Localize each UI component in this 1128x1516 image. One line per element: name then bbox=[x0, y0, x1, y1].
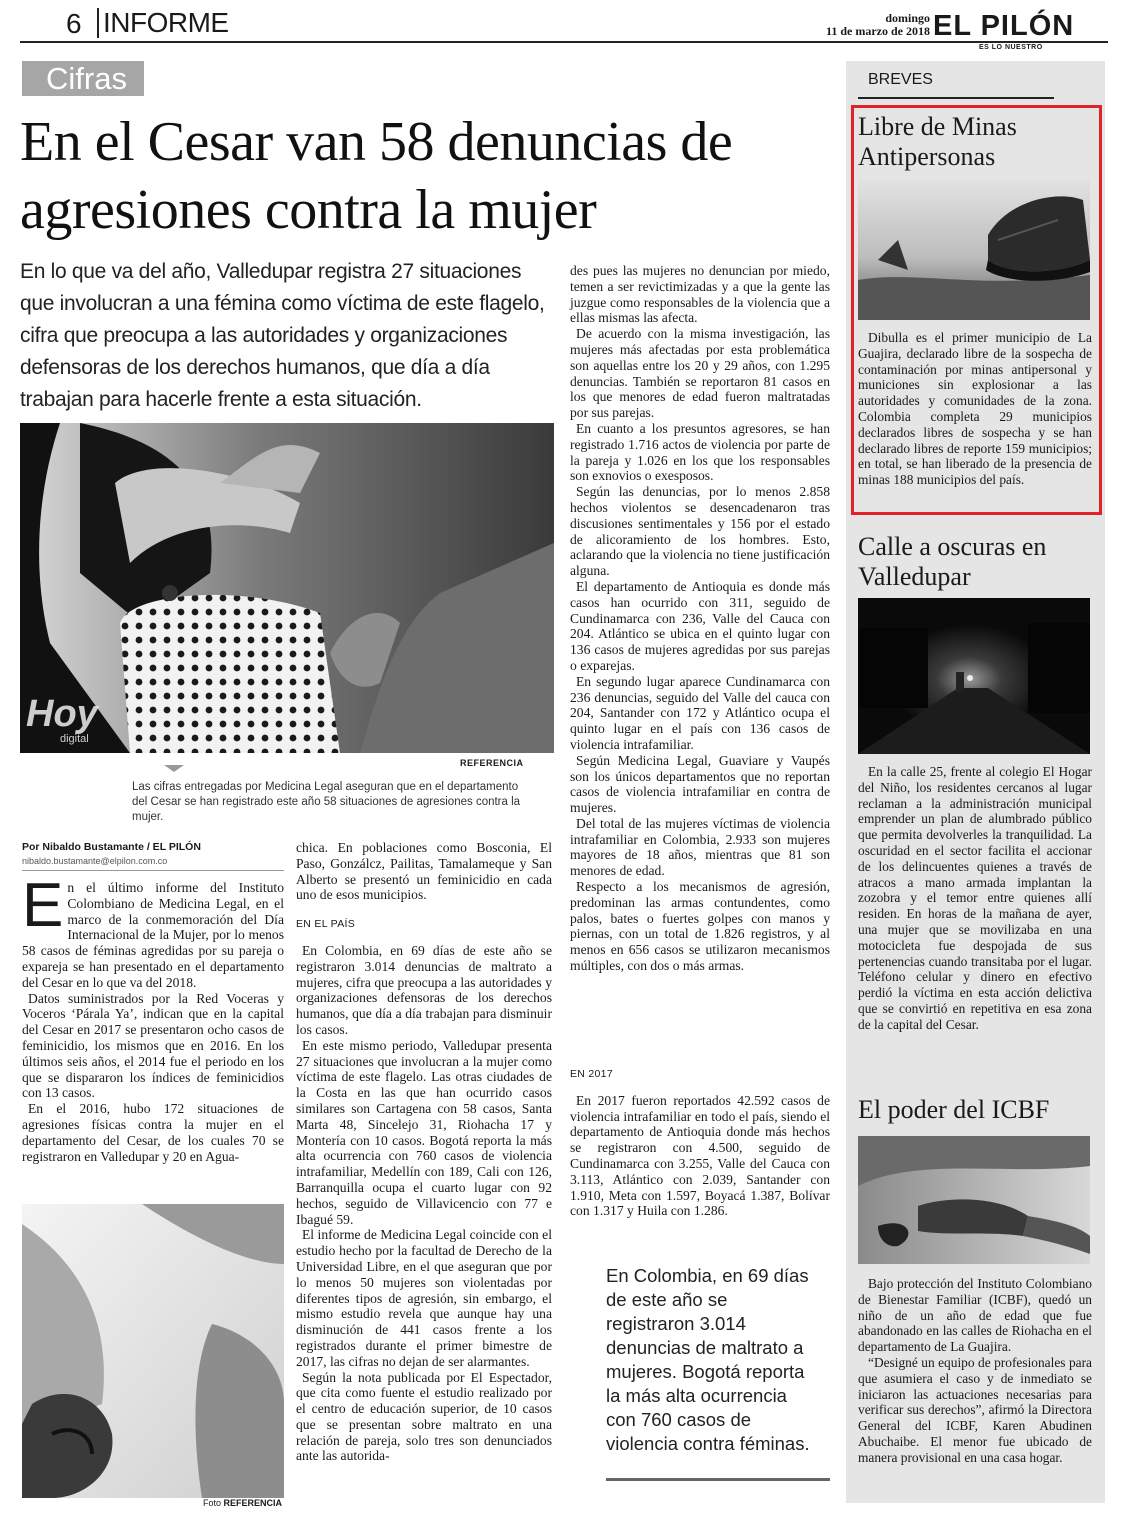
briefs-label: BREVES bbox=[868, 71, 933, 88]
pull-quote-rule bbox=[606, 1478, 830, 1481]
paragraph: En segundo lugar aparece Cundinamarca con 236 denuncias, seguido del Valle del cauca con 204, Santander con 172 y Atlántico ocupa el quinto lugar en el país con 136 casos de violencia intrafamiliar. bbox=[570, 673, 830, 752]
brief-text-calle bbox=[858, 764, 1092, 1033]
day-label: domingo bbox=[885, 11, 930, 25]
brief-paragraph: “Designé un equipo de profesionales para que asumiera el caso y de inmediato se iniciaron las actuaciones necesarias para verificar sus derechos”, afirmó la Directora General del ICBF, Karen Abudinen Abuchaibe. El menor fue ubicado de manera provisional en una casa hogar. bbox=[858, 1354, 1092, 1465]
photo-caption: Las cifras entregadas por Medicina Legal aseguran que en el departamento del Cesar se han registrado este año 58 situaciones de agresiones contra la mujer. bbox=[132, 781, 521, 823]
headline: En el Cesar van 58 denuncias de agresiones contra la mujer bbox=[20, 111, 733, 241]
body-column-3 bbox=[570, 263, 830, 974]
body-column-3-continued bbox=[570, 1067, 830, 1219]
caption-marker-icon bbox=[164, 765, 184, 772]
logo-text: EL PILÓN bbox=[933, 10, 1075, 42]
date-block bbox=[800, 12, 930, 38]
highlight-box bbox=[851, 105, 1102, 515]
briefs-rule bbox=[858, 97, 1054, 99]
credit-value: REFERENCIA bbox=[223, 1498, 283, 1508]
brief-title-calle: Calle a oscuras en Valledupar bbox=[858, 532, 1047, 591]
section-label: INFORME bbox=[97, 8, 229, 38]
photo-watermark-sub: digital bbox=[60, 733, 89, 745]
brief-title-icbf: El poder del ICBF bbox=[858, 1095, 1050, 1124]
logo-tagline: ES LO NUESTRO bbox=[979, 44, 1043, 51]
paragraph: En cuanto a los presuntos agresores, se han registrado 1.716 actos de violencia por parte de la pareja y 1.026 en los que los responsables son exnovios o exesposos. bbox=[570, 420, 830, 484]
paragraph: Datos suministrados por la Red Voceras y Voceros ‘Párala Ya’, indican que en la capital del Cesar en 2017 se presentaron ocho casos de feminicidio, los mismos que en 2016. En los últimos seis años, el 2014 fue el periodo en los que se dispararon los índices de feminicidios con 13 casos. bbox=[22, 990, 284, 1101]
body-column-2 bbox=[296, 840, 552, 1464]
paragraph: En 2017 fueron reportados 42.592 casos de violencia intrafamiliar en todo el país, siendo el departamento de Antioquia donde más hechos se registraron con 4.500, seguido de Cundinamarca con 3.255, Valle del Cauca con 3.113, Atlántico con 2.039, Santander con 1.910, Meta con 1.597, Boyacá 1.387, Bolívar con 1.317 y Huila con 1.286. bbox=[570, 1092, 830, 1219]
subhead-en-el-pais: EN EL PAÍS bbox=[296, 918, 356, 931]
brief-paragraph: Dibulla es el primer municipio de La Guajira, declarado libre de la sospecha de contaminación por minas antipersonal y municiones sin explosionar a las autoridades y comunidades de la zona. Colombia completa 29 municipios declarados libres de sospecha y se han declarado libres de reporte 159 municipios; en total, se han liberado de la presencia de minas 188 municipios del país. bbox=[858, 330, 1092, 488]
credit-label: Foto bbox=[203, 1498, 222, 1508]
paragraph: En el 2016, hubo 172 situaciones de agresiones físicas contra la mujer en el departamento del Cesar, de los cuales 70 se registraron en Valledupar y 20 en Agua- bbox=[22, 1101, 284, 1164]
dark-street-illustration bbox=[858, 598, 1090, 754]
byline: Por Nibaldo Bustamante / EL PILÓN bbox=[22, 841, 201, 853]
paragraph: De acuerdo con la misma investigación, las mujeres más afectadas por esta problemática son aquellas entre los 20 y 29 años, con 1.295 denuncias. También se reportaron 81 casos en los que menores de edad fueron maltratadas por sus parejas. bbox=[570, 326, 830, 421]
lead-paragraph: En lo que va del año, Valledupar registra 27 situaciones que involucran a una fémina como víctima de este flagelo, cifra que preocupa a las autoridades y organizaciones defensoras de los derechos humanos, que día a día trabajan para hacerle frente a esta situación. bbox=[20, 260, 545, 411]
page-number: 6 bbox=[66, 8, 82, 39]
paragraph: Según las denuncias, por lo menos 2.858 hechos violentos se desencadenaron tras discusiones sentimentales y 156 por el estado de alicoramiento de los hombres. Esto, aclarando que la violencia no tiene justificación alguna. bbox=[570, 484, 830, 579]
pull-quote: En Colombia, en 69 días de este año se registraron 3.014 denuncias de maltrato a mujeres. Bogotá reporta la más alta ocurrencia con 760 casos de violencia contra féminas. bbox=[606, 1265, 810, 1454]
paragraph: El informe de Medicina Legal coincide con el estudio hecho por la facultad de Derecho de la Universidad Libre, en el que aseguran que por lo menos 50 mujeres son violentadas por diferentes tipos de agresión, sin embargo, el mismo estudio revela que aunque hay una disminución de 441 casos frente a los registrados durante el primer bimestre de 2017, las cifras no dejan de ser alarmantes. bbox=[296, 1227, 552, 1369]
main-photo bbox=[20, 423, 554, 753]
paragraph: En este mismo periodo, Valledupar presenta 27 situaciones que involucran a la mujer como víctima de este flagelo. Las otras ciudades de la Costa en las que han ocurrido casos similares son Cartagena con 58 casos, Santa Marta 48, Sincelejo 31, Riohacha 17 y Montería con 10 casos. Bogotá reporta la más alta ocurrencia con 760 casos de violencia intrafamiliar, Medellín con 189, Cali con 126, Barranquilla ocupa el cuarto lugar con 92 hechos, seguido de Villavicencio con 77 e Ibagué 59. bbox=[296, 1037, 552, 1227]
paragraph: Del total de las mujeres víctimas de violencia intrafamiliar en Colombia, 2.933 son mujeres mayores de 18 años, mientras que 81 son menores de edad. bbox=[570, 815, 830, 879]
child-on-street-illustration bbox=[858, 1136, 1090, 1264]
paragraph: En Colombia, en 69 días de este año se registraron 3.014 denuncias de maltrato a mujeres, cifra que preocupa a las autoridades y organizaciones defensoras de los derechos humanos, que día a día trabajan para disminuir los casos. bbox=[296, 942, 552, 1037]
secondary-photo-credit bbox=[203, 1498, 282, 1508]
photo-credit: REFERENCIA bbox=[460, 758, 524, 768]
brief-photo-calle bbox=[858, 598, 1090, 754]
brief-paragraph: En la calle 25, frente al colegio El Hogar del Niño, los residentes cercanos al lugar reclaman a la administración municipal emprender un plan de alumbrado público que permita devolverles la tranquilidad. La oscuridad en el sector facilita el accionar de los delincuentes quienes a través de atracos a mano armada implantan la zozobra y el temor entre quienes allí residen. En horas de la mañana de ayer, una mujer que se movilizaba en una motocicleta fue despojada de sus pertenencias cuando transitaba por el lugar. Teléfono celular y dinero en efectivo perdió la víctima en esta acción delictiva que se convirtió en repetitiva en esa zona de la capital del Cesar. bbox=[858, 764, 1092, 1032]
paragraph: n el último informe del Instituto Colombiano de Medicina Legal, en el marco de la conmemoración del Día Internacional de la Mujer, por lo menos 58 casos de féminas agredidas por su pareja o expareja se han presentado en el departamento del Cesar en lo que va del 2018. bbox=[22, 880, 284, 990]
secondary-photo-illustration bbox=[22, 1204, 284, 1498]
paragraph: Según Medicina Legal, Guaviare y Vaupés son los únicos departamentos que no reportan casos de violencia intrafamiliar en contra de mujeres. bbox=[570, 752, 830, 816]
main-photo-illustration bbox=[20, 423, 554, 753]
newspaper-logo[interactable] bbox=[933, 10, 1109, 56]
body-column-1 bbox=[22, 871, 284, 1164]
paragraph: Respecto a los mecanismos de agresión, predominan las armas contundentes, como palos, bates o fuertes golpes con manos y piernas, con un total de 1.826 registros, y al menos en 656 casos se utilizaron mecanismos múltiples, con dos o más armas. bbox=[570, 879, 830, 974]
drop-cap: E bbox=[22, 871, 64, 940]
brief-paragraph: Bajo protección del Instituto Colombiano de Bienestar Familiar (ICBF), quedó un niño de un año de edad que fue abandonado en las calles de Riohacha en el departamento de La Guajira. bbox=[858, 1276, 1092, 1355]
date-label: 11 de marzo de 2018 bbox=[826, 24, 930, 38]
photo-watermark: Hoy bbox=[26, 693, 98, 735]
paragraph: des pues las mujeres no denuncian por miedo, temen a ser revictimizadas y a que la gente las juzgue como responsables de la violencia que a ellas mismas las afecta. bbox=[570, 263, 830, 326]
subhead-en-2017: EN 2017 bbox=[570, 1068, 613, 1080]
section-tag: Cifras bbox=[22, 61, 144, 96]
brief-text-icbf bbox=[858, 1276, 1092, 1466]
brief-title-minas: Libre de Minas Antipersonas bbox=[858, 112, 1017, 171]
paragraph: Según la nota publicada por El Espectador, que cita como fuente el estudio realizado por el centro de educación superior, de 10 casos que se presentan sobre maltrato en una relación de pareja, solo tres son denunciados ante las autorida- bbox=[296, 1369, 552, 1464]
byline-email[interactable]: nibaldo.bustamante@elpilon.com.co bbox=[22, 856, 284, 871]
secondary-photo bbox=[22, 1204, 284, 1498]
paragraph: El departamento de Antioquia es donde más casos han ocurrido con 311, seguido de Cundinamarca con 236, Valle del Cauca con 204. Atlántico se ubica en el quinto lugar con 136 casos de mujeres agredidas por sus parejas o exparejas. bbox=[570, 578, 830, 673]
brief-photo-icbf bbox=[858, 1136, 1090, 1264]
paragraph: chica. En poblaciones como Bosconia, El Paso, Gonzálcz, Pailitas, Tamalameque y San Alberto se presentó un feminicidio en cada uno de esos municipios. bbox=[296, 840, 552, 903]
